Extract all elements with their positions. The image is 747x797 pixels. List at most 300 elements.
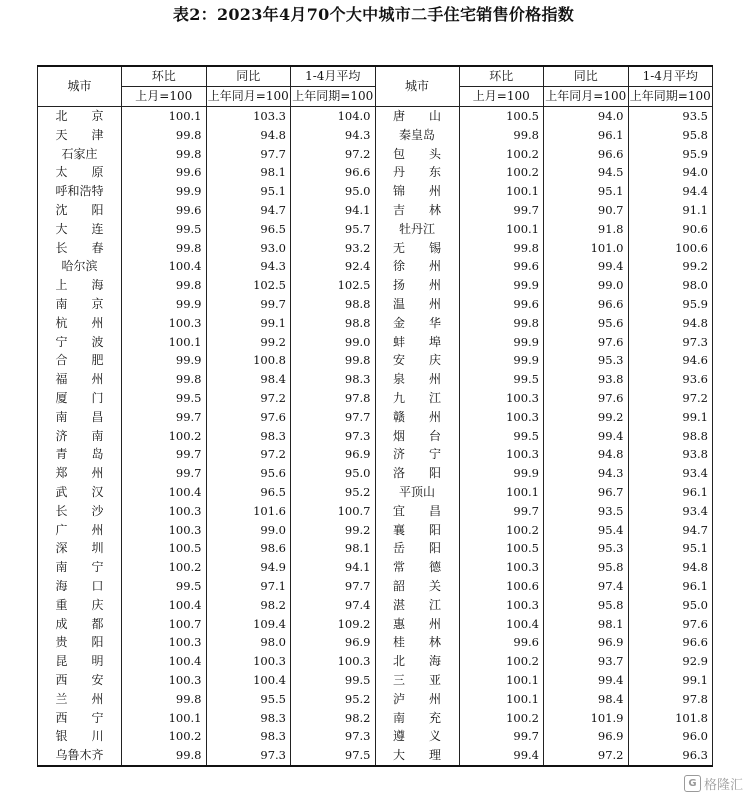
mom-value-cell: 100.4 — [122, 596, 207, 615]
mom-value-cell: 99.6 — [122, 201, 207, 220]
city-name-cell: 锦 州 — [375, 182, 459, 201]
avg-value-cell: 94.3 — [291, 126, 376, 145]
avg-value-cell: 91.1 — [628, 201, 713, 220]
city-name-cell: 金 华 — [375, 314, 459, 333]
yoy-value-cell: 109.4 — [206, 615, 291, 634]
yoy-value-cell: 96.6 — [544, 295, 629, 314]
mom-value-cell: 99.9 — [122, 182, 207, 201]
yoy-value-cell: 98.6 — [206, 539, 291, 558]
avg-value-cell: 95.0 — [291, 182, 376, 201]
city-name-cell: 南 昌 — [38, 408, 122, 427]
city-name-cell: 呼和浩特 — [38, 182, 122, 201]
avg-value-cell: 98.2 — [291, 709, 376, 728]
table-row — [38, 464, 713, 483]
yoy-value-cell: 97.3 — [206, 746, 291, 766]
yoy-value-cell: 95.8 — [544, 596, 629, 615]
yoy-value-cell: 93.5 — [544, 502, 629, 521]
avg-value-cell: 93.8 — [628, 445, 713, 464]
city-name-cell: 合 肥 — [38, 351, 122, 370]
table-row — [38, 126, 713, 145]
base-label-mom-right: 上月=100 — [459, 87, 544, 107]
mom-value-cell: 100.2 — [459, 709, 544, 728]
city-name-cell: 惠 州 — [375, 615, 459, 634]
table-row — [38, 239, 713, 258]
city-name-cell: 上 海 — [38, 276, 122, 295]
table-row — [38, 182, 713, 201]
city-name-cell: 杭 州 — [38, 314, 122, 333]
yoy-value-cell: 97.2 — [206, 445, 291, 464]
mom-value-cell: 99.6 — [459, 257, 544, 276]
yoy-value-cell: 99.2 — [544, 408, 629, 427]
mom-value-cell: 99.4 — [459, 746, 544, 766]
table-row — [38, 408, 713, 427]
city-name-cell: 平顶山 — [375, 483, 459, 502]
avg-value-cell: 102.5 — [291, 276, 376, 295]
table-row — [38, 295, 713, 314]
mom-value-cell: 100.3 — [122, 521, 207, 540]
mom-value-cell: 100.3 — [459, 558, 544, 577]
mom-value-cell: 99.8 — [122, 370, 207, 389]
city-name-cell: 徐 州 — [375, 257, 459, 276]
mom-value-cell: 100.5 — [122, 539, 207, 558]
col-header-mom-left: 环比 — [122, 66, 207, 87]
yoy-value-cell: 97.6 — [206, 408, 291, 427]
yoy-value-cell: 98.1 — [544, 615, 629, 634]
city-name-cell: 济 宁 — [375, 445, 459, 464]
yoy-value-cell: 103.3 — [206, 107, 291, 126]
avg-value-cell: 96.9 — [291, 445, 376, 464]
base-label-yoy-left: 上年同月=100 — [206, 87, 291, 107]
city-name-cell: 宜 昌 — [375, 502, 459, 521]
city-name-cell: 重 庆 — [38, 596, 122, 615]
city-name-cell: 海 口 — [38, 577, 122, 596]
mom-value-cell: 100.3 — [459, 445, 544, 464]
avg-value-cell: 97.6 — [628, 615, 713, 634]
table-row — [38, 671, 713, 690]
yoy-value-cell: 97.1 — [206, 577, 291, 596]
yoy-value-cell: 94.8 — [544, 445, 629, 464]
col-header-city-right: 城市 — [375, 66, 459, 107]
avg-value-cell: 96.1 — [628, 483, 713, 502]
city-name-cell: 北 京 — [38, 107, 122, 126]
mom-value-cell: 99.5 — [459, 370, 544, 389]
mom-value-cell: 99.6 — [459, 633, 544, 652]
avg-value-cell: 93.4 — [628, 464, 713, 483]
base-label-mom-left: 上月=100 — [122, 87, 207, 107]
avg-value-cell: 93.6 — [628, 370, 713, 389]
col-header-city-left: 城市 — [38, 66, 122, 107]
yoy-value-cell: 98.1 — [206, 163, 291, 182]
table-row — [38, 333, 713, 352]
table-row — [38, 370, 713, 389]
mom-value-cell: 100.3 — [122, 671, 207, 690]
table-row — [38, 521, 713, 540]
city-name-cell: 襄 阳 — [375, 521, 459, 540]
mom-value-cell: 100.1 — [459, 182, 544, 201]
city-name-cell: 泉 州 — [375, 370, 459, 389]
avg-value-cell: 98.1 — [291, 539, 376, 558]
mom-value-cell: 100.1 — [459, 483, 544, 502]
avg-value-cell: 99.5 — [291, 671, 376, 690]
city-name-cell: 石家庄 — [38, 145, 122, 164]
mom-value-cell: 100.1 — [122, 107, 207, 126]
avg-value-cell: 97.8 — [628, 690, 713, 709]
avg-value-cell: 96.3 — [628, 746, 713, 766]
avg-value-cell: 95.9 — [628, 145, 713, 164]
mom-value-cell: 99.7 — [459, 201, 544, 220]
city-name-cell: 贵 阳 — [38, 633, 122, 652]
mom-value-cell: 100.4 — [122, 257, 207, 276]
avg-value-cell: 93.4 — [628, 502, 713, 521]
city-name-cell: 福 州 — [38, 370, 122, 389]
mom-value-cell: 99.5 — [122, 220, 207, 239]
table-row — [38, 746, 713, 766]
mom-value-cell: 100.2 — [459, 521, 544, 540]
mom-value-cell: 99.8 — [459, 314, 544, 333]
avg-value-cell: 99.0 — [291, 333, 376, 352]
mom-value-cell: 100.1 — [459, 690, 544, 709]
yoy-value-cell: 99.1 — [206, 314, 291, 333]
city-name-cell: 烟 台 — [375, 427, 459, 446]
mom-value-cell: 99.9 — [459, 351, 544, 370]
mom-value-cell: 99.5 — [122, 389, 207, 408]
mom-value-cell: 99.5 — [122, 577, 207, 596]
col-header-avg-right: 1-4月平均 — [628, 66, 713, 87]
yoy-value-cell: 97.2 — [544, 746, 629, 766]
table-row — [38, 314, 713, 333]
yoy-value-cell: 94.8 — [206, 126, 291, 145]
table-row — [38, 502, 713, 521]
city-name-cell: 乌鲁木齐 — [38, 746, 122, 766]
avg-value-cell: 94.1 — [291, 558, 376, 577]
mom-value-cell: 100.6 — [459, 577, 544, 596]
table-row — [38, 539, 713, 558]
mom-value-cell: 100.2 — [122, 558, 207, 577]
yoy-value-cell: 100.3 — [206, 652, 291, 671]
table-row — [38, 577, 713, 596]
yoy-value-cell: 99.4 — [544, 257, 629, 276]
avg-value-cell: 98.8 — [291, 295, 376, 314]
avg-value-cell: 98.8 — [291, 314, 376, 333]
avg-value-cell: 94.6 — [628, 351, 713, 370]
mom-value-cell: 100.2 — [459, 145, 544, 164]
avg-value-cell: 93.2 — [291, 239, 376, 258]
city-name-cell: 丹 东 — [375, 163, 459, 182]
mom-value-cell: 99.6 — [122, 163, 207, 182]
city-name-cell: 兰 州 — [38, 690, 122, 709]
yoy-value-cell: 98.4 — [206, 370, 291, 389]
city-name-cell: 赣 州 — [375, 408, 459, 427]
avg-value-cell: 94.4 — [628, 182, 713, 201]
city-name-cell: 湛 江 — [375, 596, 459, 615]
yoy-value-cell: 99.7 — [206, 295, 291, 314]
avg-value-cell: 95.0 — [291, 464, 376, 483]
table-row — [38, 615, 713, 634]
yoy-value-cell: 96.9 — [544, 727, 629, 746]
avg-value-cell: 97.5 — [291, 746, 376, 766]
city-name-cell: 岳 阳 — [375, 539, 459, 558]
mom-value-cell: 100.4 — [122, 483, 207, 502]
city-name-cell: 广 州 — [38, 521, 122, 540]
table-row — [38, 727, 713, 746]
avg-value-cell: 99.8 — [291, 351, 376, 370]
avg-value-cell: 96.9 — [291, 633, 376, 652]
page-title: 表2：2023年4月70个大中城市二手住宅销售价格指数 — [172, 5, 575, 24]
yoy-value-cell: 94.9 — [206, 558, 291, 577]
table-row — [38, 389, 713, 408]
mom-value-cell: 100.4 — [122, 652, 207, 671]
yoy-value-cell: 98.4 — [544, 690, 629, 709]
mom-value-cell: 100.1 — [122, 709, 207, 728]
city-name-cell: 唐 山 — [375, 107, 459, 126]
yoy-value-cell: 95.3 — [544, 351, 629, 370]
mom-value-cell: 99.6 — [459, 295, 544, 314]
city-name-cell: 宁 波 — [38, 333, 122, 352]
city-name-cell: 厦 门 — [38, 389, 122, 408]
city-name-cell: 常 德 — [375, 558, 459, 577]
yoy-value-cell: 90.7 — [544, 201, 629, 220]
avg-value-cell: 96.1 — [628, 577, 713, 596]
col-header-yoy-right: 同比 — [544, 66, 629, 87]
yoy-value-cell: 102.5 — [206, 276, 291, 295]
mom-value-cell: 99.8 — [459, 126, 544, 145]
city-name-cell: 天 津 — [38, 126, 122, 145]
mom-value-cell: 99.8 — [122, 746, 207, 766]
yoy-value-cell: 101.0 — [544, 239, 629, 258]
city-name-cell: 九 江 — [375, 389, 459, 408]
yoy-value-cell: 95.3 — [544, 539, 629, 558]
city-name-cell: 蚌 埠 — [375, 333, 459, 352]
table-row — [38, 596, 713, 615]
avg-value-cell: 94.8 — [628, 558, 713, 577]
mom-value-cell: 100.5 — [459, 107, 544, 126]
table-row — [38, 220, 713, 239]
avg-value-cell: 109.2 — [291, 615, 376, 634]
mom-value-cell: 99.7 — [122, 408, 207, 427]
mom-value-cell: 100.3 — [122, 633, 207, 652]
avg-value-cell: 94.1 — [291, 201, 376, 220]
yoy-value-cell: 101.6 — [206, 502, 291, 521]
city-name-cell: 北 海 — [375, 652, 459, 671]
city-name-cell: 银 川 — [38, 727, 122, 746]
city-name-cell: 大 连 — [38, 220, 122, 239]
yoy-value-cell: 99.2 — [206, 333, 291, 352]
watermark — [684, 774, 743, 793]
table-row — [38, 633, 713, 652]
city-name-cell: 哈尔滨 — [38, 257, 122, 276]
yoy-value-cell: 94.3 — [544, 464, 629, 483]
yoy-value-cell: 95.5 — [206, 690, 291, 709]
table-row — [38, 483, 713, 502]
avg-value-cell: 97.3 — [628, 333, 713, 352]
yoy-value-cell: 96.6 — [544, 145, 629, 164]
avg-value-cell: 95.9 — [628, 295, 713, 314]
avg-value-cell: 94.8 — [628, 314, 713, 333]
yoy-value-cell: 97.6 — [544, 333, 629, 352]
city-name-cell: 包 头 — [375, 145, 459, 164]
watermark-text: 格隆汇 — [703, 778, 743, 793]
yoy-value-cell: 95.1 — [544, 182, 629, 201]
yoy-value-cell: 98.3 — [206, 427, 291, 446]
mom-value-cell: 100.2 — [459, 652, 544, 671]
avg-value-cell: 97.7 — [291, 577, 376, 596]
avg-value-cell: 99.2 — [291, 521, 376, 540]
table-row — [38, 201, 713, 220]
city-name-cell: 三 亚 — [375, 671, 459, 690]
yoy-value-cell: 96.5 — [206, 220, 291, 239]
avg-value-cell: 96.6 — [291, 163, 376, 182]
avg-value-cell: 98.0 — [628, 276, 713, 295]
yoy-value-cell: 96.5 — [206, 483, 291, 502]
avg-value-cell: 93.5 — [628, 107, 713, 126]
avg-value-cell: 104.0 — [291, 107, 376, 126]
city-name-cell: 无 锡 — [375, 239, 459, 258]
yoy-value-cell: 100.8 — [206, 351, 291, 370]
city-name-cell: 沈 阳 — [38, 201, 122, 220]
yoy-value-cell: 95.6 — [206, 464, 291, 483]
col-header-mom-right: 环比 — [459, 66, 544, 87]
city-name-cell: 昆 明 — [38, 652, 122, 671]
city-name-cell: 泸 州 — [375, 690, 459, 709]
table-row — [38, 445, 713, 464]
avg-value-cell: 95.1 — [628, 539, 713, 558]
city-name-cell: 桂 林 — [375, 633, 459, 652]
city-name-cell: 青 岛 — [38, 445, 122, 464]
mom-value-cell: 99.9 — [459, 333, 544, 352]
mom-value-cell: 99.7 — [459, 727, 544, 746]
avg-value-cell: 92.4 — [291, 257, 376, 276]
yoy-value-cell: 98.0 — [206, 633, 291, 652]
mom-value-cell: 100.3 — [122, 314, 207, 333]
city-name-cell: 南 充 — [375, 709, 459, 728]
avg-value-cell: 96.0 — [628, 727, 713, 746]
table-row — [38, 276, 713, 295]
yoy-value-cell: 94.7 — [206, 201, 291, 220]
city-name-cell: 济 南 — [38, 427, 122, 446]
yoy-value-cell: 99.0 — [544, 276, 629, 295]
mom-value-cell: 99.5 — [459, 427, 544, 446]
avg-value-cell: 97.2 — [291, 145, 376, 164]
city-name-cell: 遵 义 — [375, 727, 459, 746]
city-name-cell: 长 春 — [38, 239, 122, 258]
table-row — [38, 652, 713, 671]
avg-value-cell: 96.6 — [628, 633, 713, 652]
yoy-value-cell: 94.0 — [544, 107, 629, 126]
city-name-cell: 扬 州 — [375, 276, 459, 295]
avg-value-cell: 95.0 — [628, 596, 713, 615]
yoy-value-cell: 95.4 — [544, 521, 629, 540]
col-header-yoy-left: 同比 — [206, 66, 291, 87]
yoy-value-cell: 97.2 — [206, 389, 291, 408]
city-name-cell: 牡丹江 — [375, 220, 459, 239]
avg-value-cell: 95.2 — [291, 483, 376, 502]
avg-value-cell: 99.1 — [628, 408, 713, 427]
base-label-yoy-right: 上年同月=100 — [544, 87, 629, 107]
mom-value-cell: 100.3 — [459, 389, 544, 408]
avg-value-cell: 97.7 — [291, 408, 376, 427]
avg-value-cell: 95.8 — [628, 126, 713, 145]
mom-value-cell: 99.8 — [122, 690, 207, 709]
table-row — [38, 163, 713, 182]
yoy-value-cell: 96.9 — [544, 633, 629, 652]
mom-value-cell: 100.1 — [459, 220, 544, 239]
avg-value-cell: 92.9 — [628, 652, 713, 671]
mom-value-cell: 99.8 — [122, 239, 207, 258]
city-name-cell: 大 理 — [375, 746, 459, 766]
yoy-value-cell: 94.3 — [206, 257, 291, 276]
city-name-cell: 南 京 — [38, 295, 122, 314]
yoy-value-cell: 97.4 — [544, 577, 629, 596]
header-row-1 — [38, 66, 713, 87]
mom-value-cell: 99.7 — [122, 445, 207, 464]
mom-value-cell: 99.9 — [459, 276, 544, 295]
city-name-cell: 太 原 — [38, 163, 122, 182]
city-name-cell: 洛 阳 — [375, 464, 459, 483]
yoy-value-cell: 95.8 — [544, 558, 629, 577]
city-name-cell: 西 安 — [38, 671, 122, 690]
avg-value-cell: 94.0 — [628, 163, 713, 182]
mom-value-cell: 99.8 — [122, 145, 207, 164]
mom-value-cell: 99.8 — [459, 239, 544, 258]
yoy-value-cell: 96.1 — [544, 126, 629, 145]
yoy-value-cell: 96.7 — [544, 483, 629, 502]
mom-value-cell: 100.3 — [459, 596, 544, 615]
city-name-cell: 武 汉 — [38, 483, 122, 502]
mom-value-cell: 100.1 — [459, 671, 544, 690]
city-name-cell: 韶 关 — [375, 577, 459, 596]
city-name-cell: 吉 林 — [375, 201, 459, 220]
mom-value-cell: 100.3 — [122, 502, 207, 521]
yoy-value-cell: 99.4 — [544, 671, 629, 690]
table-row — [38, 351, 713, 370]
price-index-table — [37, 65, 713, 767]
avg-value-cell: 97.8 — [291, 389, 376, 408]
yoy-value-cell: 91.8 — [544, 220, 629, 239]
avg-value-cell: 99.1 — [628, 671, 713, 690]
table-row — [38, 427, 713, 446]
city-name-cell: 安 庆 — [375, 351, 459, 370]
city-name-cell: 温 州 — [375, 295, 459, 314]
avg-value-cell: 95.7 — [291, 220, 376, 239]
table-row — [38, 257, 713, 276]
mom-value-cell: 100.2 — [459, 163, 544, 182]
avg-value-cell: 97.3 — [291, 427, 376, 446]
avg-value-cell: 97.4 — [291, 596, 376, 615]
avg-value-cell: 100.6 — [628, 239, 713, 258]
avg-value-cell: 98.3 — [291, 370, 376, 389]
mom-value-cell: 99.9 — [459, 464, 544, 483]
city-name-cell: 秦皇岛 — [375, 126, 459, 145]
avg-value-cell: 100.7 — [291, 502, 376, 521]
city-name-cell: 长 沙 — [38, 502, 122, 521]
yoy-value-cell: 99.0 — [206, 521, 291, 540]
yoy-value-cell: 98.2 — [206, 596, 291, 615]
avg-value-cell: 94.7 — [628, 521, 713, 540]
yoy-value-cell: 97.7 — [206, 145, 291, 164]
table-row — [38, 107, 713, 126]
base-label-avg-left: 上年同期=100 — [291, 87, 376, 107]
avg-value-cell: 98.8 — [628, 427, 713, 446]
col-header-avg-left: 1-4月平均 — [291, 66, 376, 87]
yoy-value-cell: 98.3 — [206, 709, 291, 728]
city-name-cell: 西 宁 — [38, 709, 122, 728]
avg-value-cell: 97.2 — [628, 389, 713, 408]
avg-value-cell: 97.3 — [291, 727, 376, 746]
mom-value-cell: 100.7 — [122, 615, 207, 634]
yoy-value-cell: 97.6 — [544, 389, 629, 408]
yoy-value-cell: 93.7 — [544, 652, 629, 671]
yoy-value-cell: 93.8 — [544, 370, 629, 389]
